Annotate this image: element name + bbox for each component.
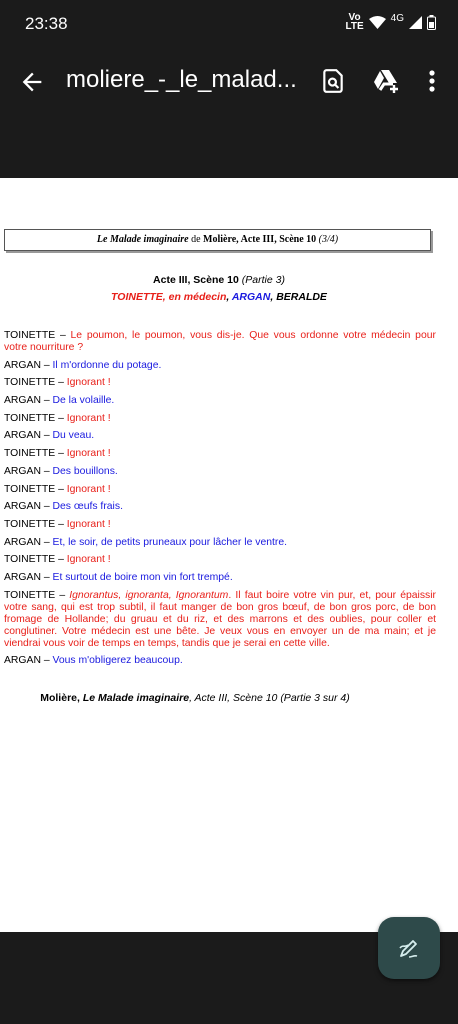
dialogue [4, 330, 436, 673]
drive-add-icon[interactable] [372, 67, 400, 95]
document-title: moliere_-_le_malad... [66, 66, 297, 93]
character-toinette: TOINETTE, en médecin [111, 291, 227, 303]
network-label: 4G [390, 12, 404, 24]
app-bar [0, 48, 458, 178]
document-header: Le Malade imaginaire de Molière, Acte III, Scène 10 (3/4) [4, 229, 431, 251]
dialogue-line: ARGAN – Il m'ordonne du potage. [4, 359, 162, 371]
status-time: 23:38 [25, 14, 68, 33]
dialogue-line: TOINETTE – Ignorant ! [4, 412, 111, 424]
system-icons [346, 13, 437, 31]
dialogue-line: TOINETTE – Ignorantus, ignoranta, Ignorantum. Il faut boire votre vin pur, et, pour épaissir votre sang, qui est trop subtil, il faut manger de bon gros bœuf, de bon gros porc, de bon fromage de Hollande; du gruau et du riz, et des marrons et des oublies, pour coller et conglutiner. Votre médecin est une bête. Je veux vous en envoyer un de ma main; et je viendrai vous voir de temps en temps, tandis que je serai en cette ville. [4, 589, 436, 649]
dialogue-line: TOINETTE – Ignorant ! [4, 518, 111, 530]
dialogue-line: ARGAN – Et surtout de boire mon vin fort trempé. [4, 571, 233, 583]
scene-title: Acte III, Scène 10 (Partie 3) [153, 274, 285, 286]
dialogue-line: ARGAN – Des œufs frais. [4, 501, 123, 513]
dialogue-line: TOINETTE – Le poumon, le poumon, vous dis-je. Que vous ordonne votre médecin pour votre nourriture ? [4, 330, 436, 353]
dialogue-line: ARGAN – Vous m'obligerez beaucoup. [4, 655, 183, 667]
battery-icon [427, 15, 436, 30]
document-footer: Molière, Le Malade imaginaire, Acte III, Scène 10 (Partie 3 sur 4) [40, 692, 350, 704]
dialogue-line: ARGAN – Du veau. [4, 430, 95, 442]
characters-line: TOINETTE, en médecin, ARGAN, BERALDE [111, 291, 327, 303]
document-page[interactable] [0, 178, 458, 932]
more-vert-icon[interactable] [422, 68, 442, 94]
character-beralde: BERALDE [276, 291, 327, 303]
edit-fab-button[interactable] [378, 917, 440, 979]
dialogue-line: ARGAN – De la volaille. [4, 395, 115, 407]
signal-icon [409, 16, 422, 29]
dialogue-line: TOINETTE – Ignorant ! [4, 554, 111, 566]
back-arrow-icon[interactable] [18, 68, 46, 96]
wifi-icon [369, 16, 386, 29]
edit-pencil-icon [397, 936, 421, 960]
dialogue-line: ARGAN – Et, le soir, de petits pruneaux pour lâcher le ventre. [4, 536, 288, 548]
dialogue-line: TOINETTE – Ignorant ! [4, 377, 111, 389]
dialogue-line: ARGAN – Des bouillons. [4, 465, 118, 477]
character-argan: ARGAN [231, 291, 271, 303]
status-bar [0, 0, 458, 48]
dialogue-line: TOINETTE – Ignorant ! [4, 483, 111, 495]
dialogue-line: TOINETTE – Ignorant ! [4, 448, 111, 460]
volte-icon: Vo LTE [345, 12, 364, 32]
search-document-icon[interactable] [320, 68, 346, 94]
